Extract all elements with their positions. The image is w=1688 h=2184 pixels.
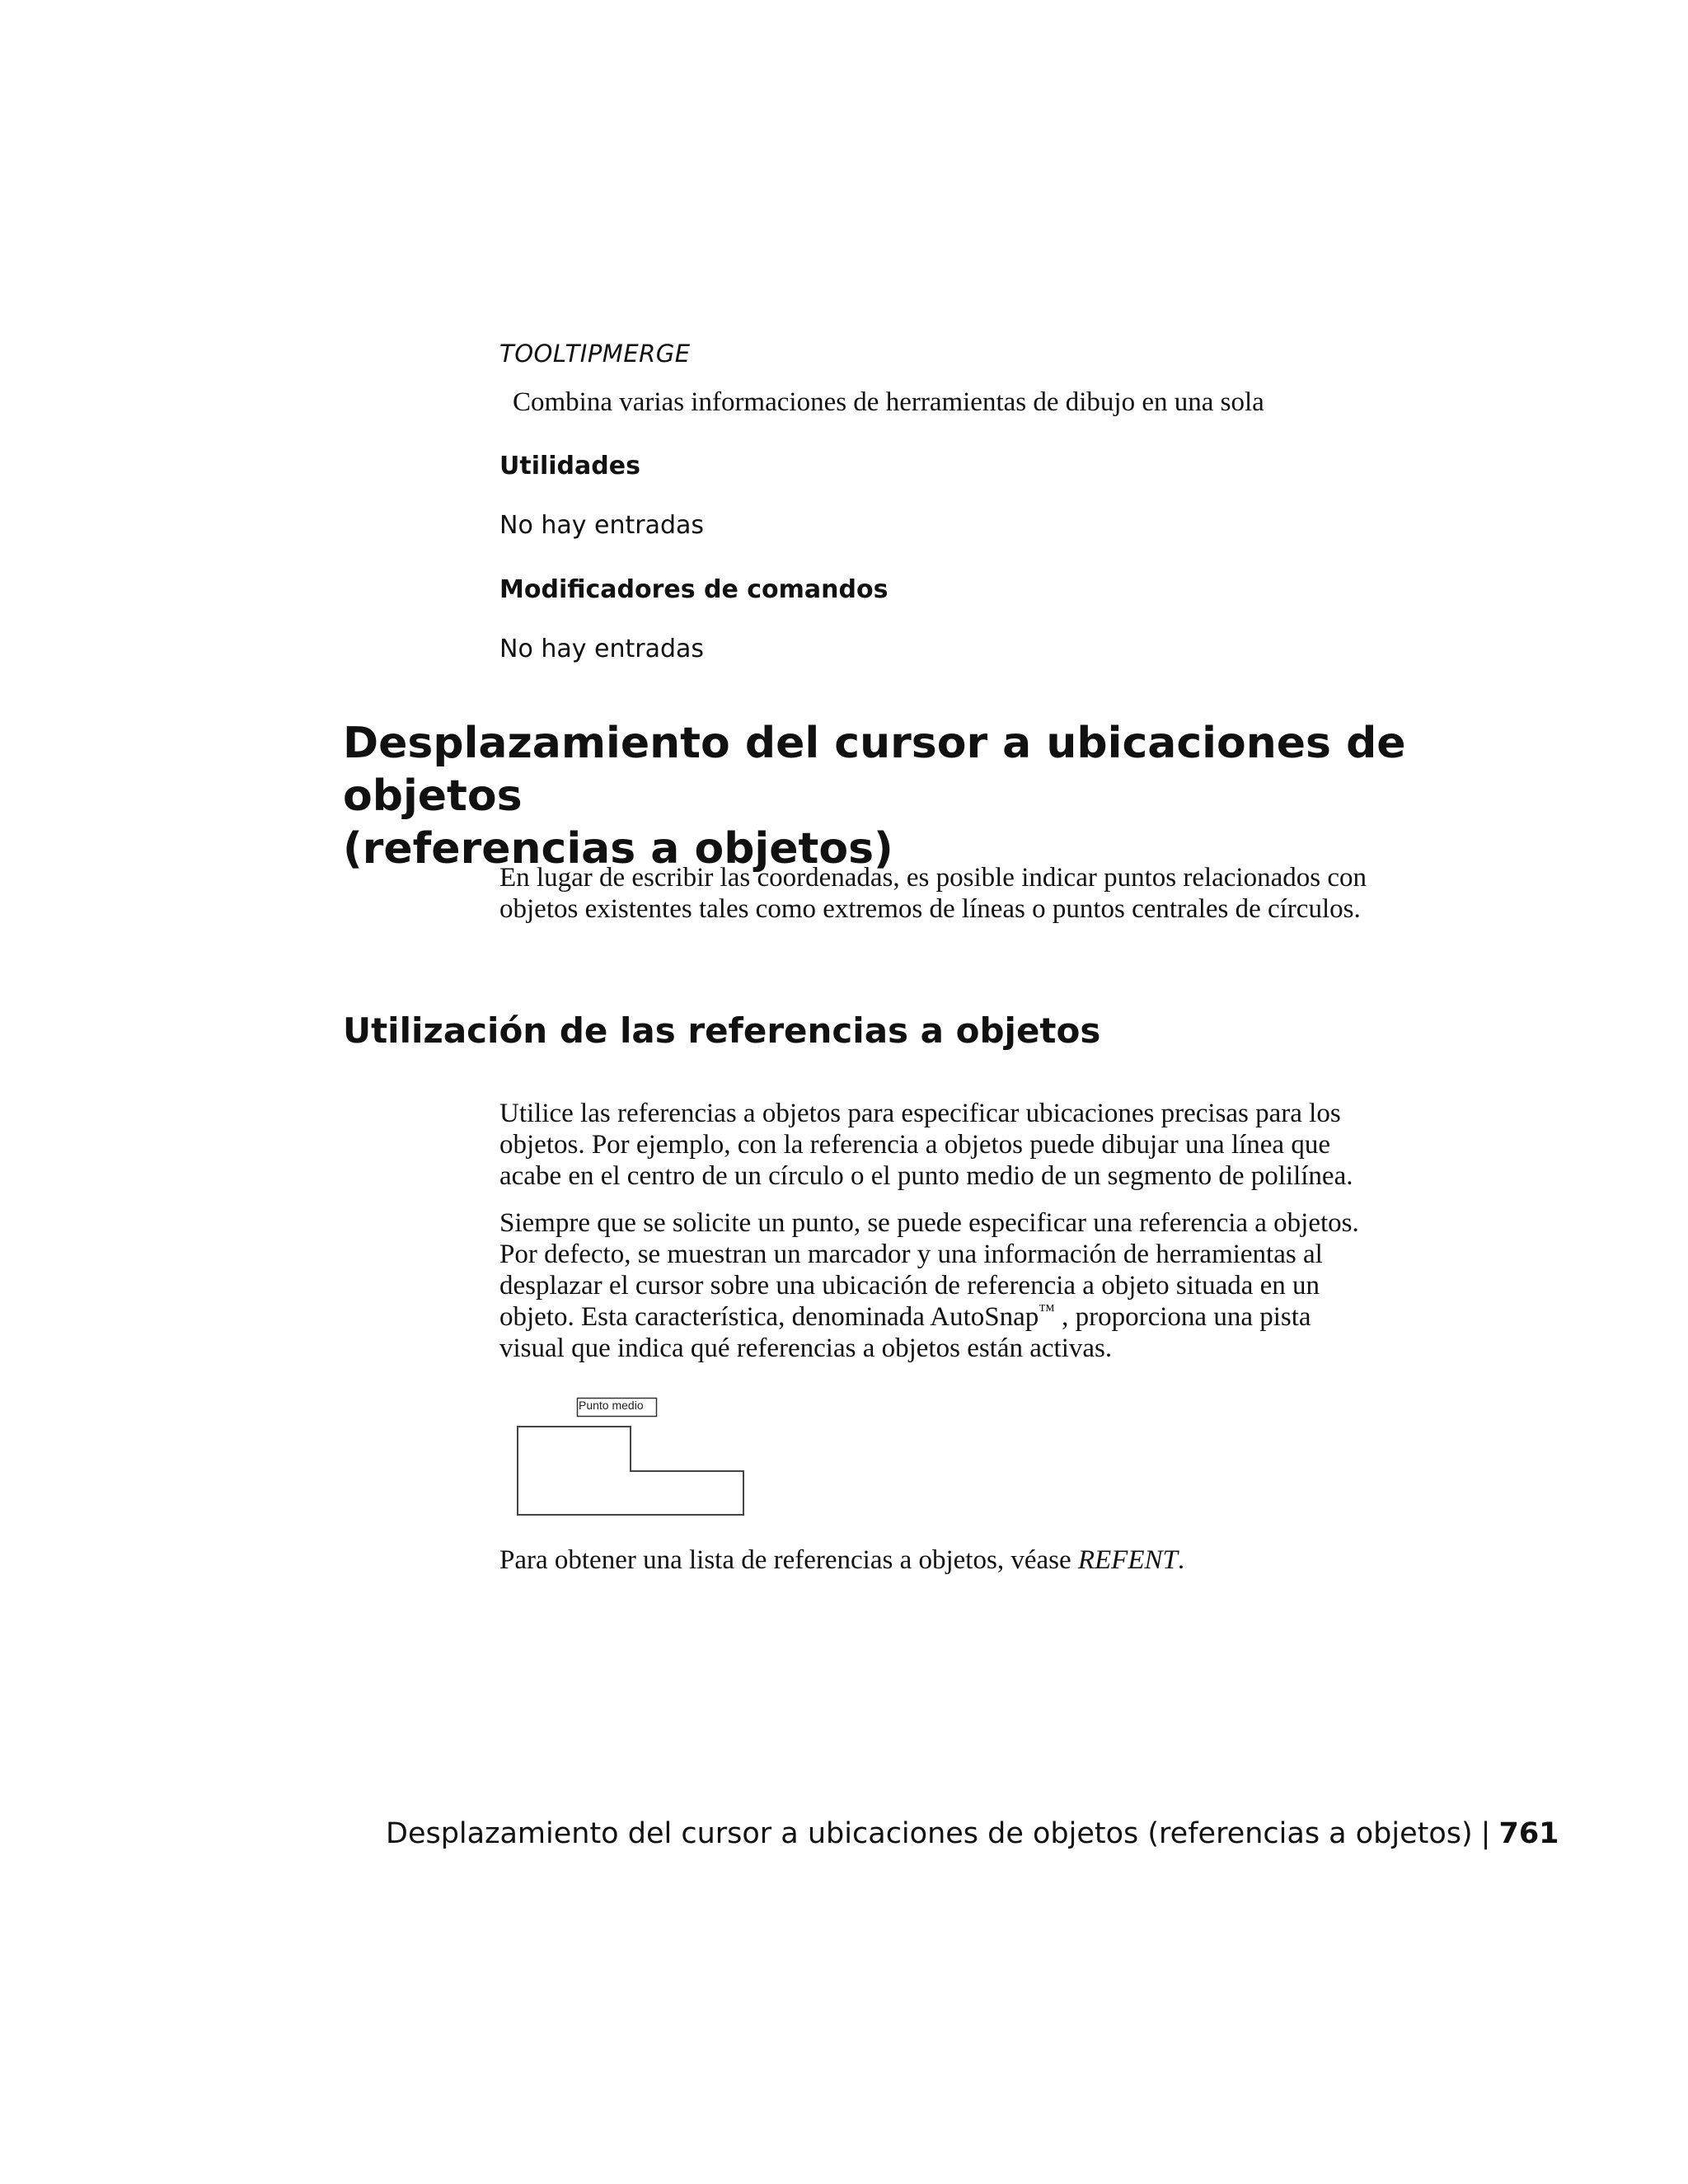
polyline-shape (518, 1427, 743, 1515)
variable-description: Combina varias informaciones de herramientas de dibujo en una sola (513, 387, 1264, 417)
subsection-paragraph-1: Utilice las referencias a objetos para especificar ubicaciones precisas para los objetos. Por ejemplo, con la referencia a objetos puede dibujar una línea que acabe en el centro de un círculo o el punto medio de un segmento de polilínea. (499, 1099, 1353, 1191)
paragraph-2-text-end: , proporciona una pista visual que indica qué referencias a objetos están activas. (499, 1302, 1311, 1363)
footer-separator: | (1480, 1817, 1491, 1850)
trademark-symbol: ™ (1039, 1301, 1055, 1319)
object-snap-figure (511, 1397, 758, 1525)
paragraph-3-text-end: . (1177, 1545, 1185, 1575)
midpoint-tooltip-label: Punto medio (579, 1399, 644, 1412)
subsection-paragraph-2 (499, 1207, 1373, 1364)
modifiers-heading: Modificadores de comandos (499, 575, 889, 604)
subsection-title: Utilización de las referencias a objetos (343, 1010, 1101, 1051)
section-title-line1: Desplazamiento del cursor a ubicaciones de objetos (343, 719, 1406, 821)
refent-command-reference: REFENT (1077, 1545, 1178, 1575)
modifiers-text: No hay entradas (499, 635, 705, 663)
section-title (343, 717, 1497, 875)
section-intro: En lugar de escribir las coordenadas, es posible indicar puntos relacionados con objetos existentes tales como extremos de líneas o puntos centrales de círculos. (499, 863, 1367, 924)
footer-title: Desplazamiento del cursor a ubicaciones de objetos (referencias a objetos) (386, 1817, 1473, 1850)
paragraph-2-text: Siempre que se solicite un punto, se puede especificar una referencia a objetos. Por defecto, se muestran un marcador y una información de herramientas al desplazar el cursor sobre una ubicación de referencia a objeto situada en un objeto. Esta característica, denominada AutoSnap (499, 1208, 1359, 1332)
page-number: 761 (1498, 1817, 1559, 1850)
variable-name: TOOLTIPMERGE (499, 340, 691, 368)
utilities-heading: Utilidades (499, 452, 640, 480)
page-footer (386, 1817, 1559, 1850)
section-title-line2: (referencias a objetos) (343, 824, 893, 874)
polyline-drawing (511, 1397, 758, 1521)
utilities-text: No hay entradas (499, 511, 705, 540)
subsection-paragraph-3 (499, 1544, 1373, 1576)
paragraph-3-text: Para obtener una lista de referencias a objetos, véase (499, 1545, 1078, 1575)
